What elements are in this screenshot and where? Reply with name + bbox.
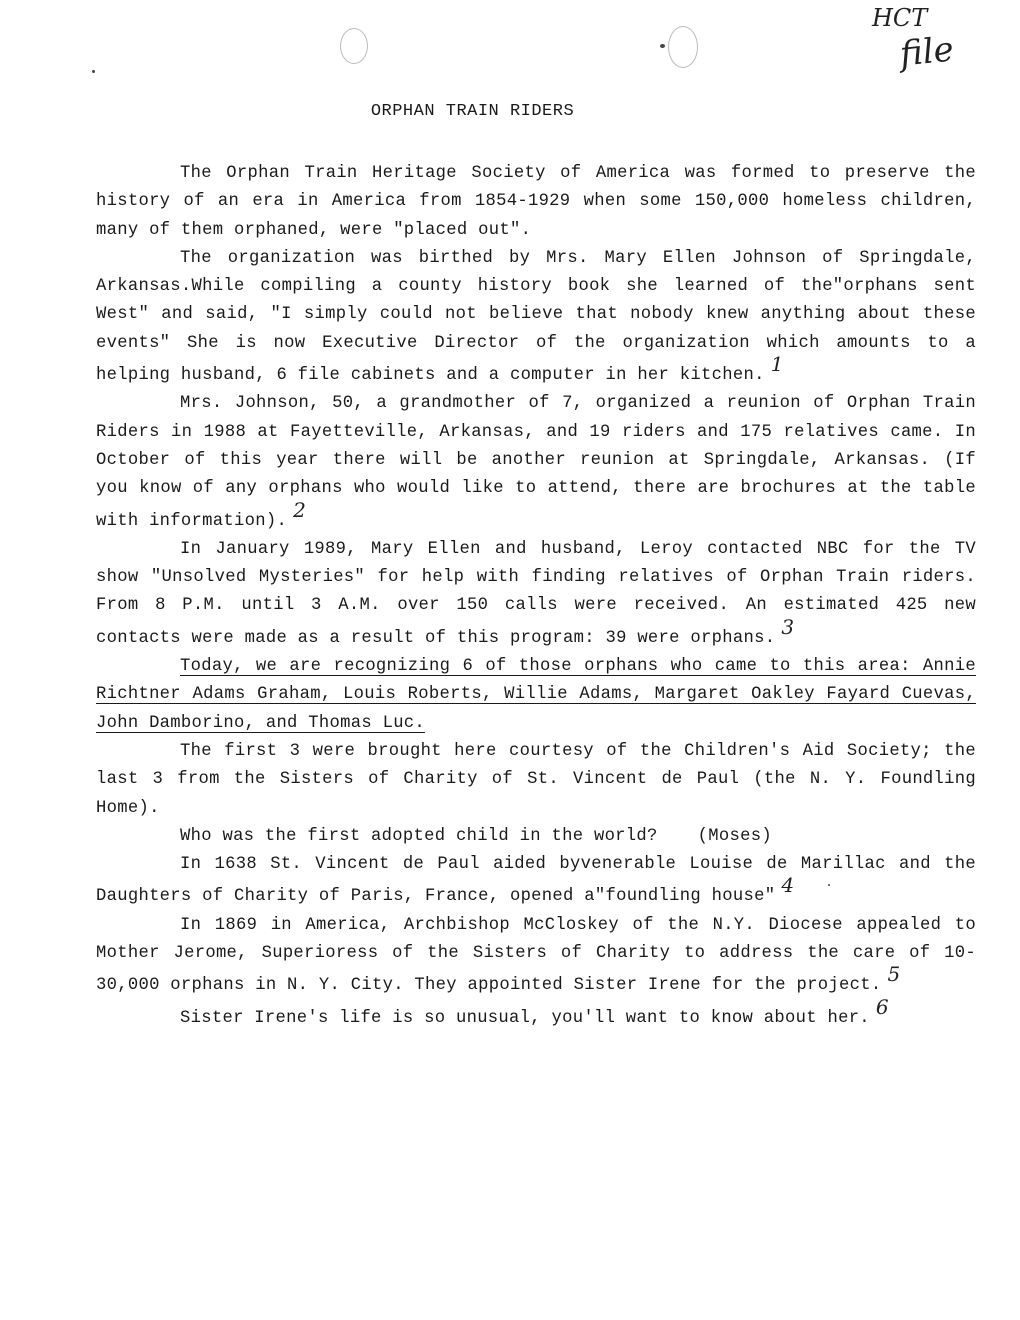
paragraph: [96, 536, 976, 653]
paragraph: [96, 160, 976, 245]
scan-speck: [92, 70, 95, 73]
handwritten-marker: 4: [781, 873, 795, 898]
scan-speck: [660, 44, 665, 48]
handwritten-marker: 2: [293, 497, 307, 522]
paragraph-text: The Orphan Train Heritage Society of America was formed to preserve the history of an era in America from 1854-1929 when some 150,000 homeless children, many of them orphaned, were "placed out".: [96, 164, 976, 240]
paragraph-text: In 1869 in America, Archbishop McCloskey of the N.Y. Diocese appealed to Mother Jerome, Superioress of the Sisters of Charity to address the care of 10-30,000 orphans in N. Y. City. They appointed Sister Irene for the project.: [96, 915, 976, 996]
paragraph-text: Sister Irene's life is so unusual, you'll want to know about her.: [180, 1008, 870, 1028]
paragraph: [96, 851, 976, 912]
handwritten-marker: 6: [875, 994, 889, 1019]
paragraph-text: Mrs. Johnson, 50, a grandmother of 7, organized a reunion of Orphan Train Riders in 1988 at Fayetteville, Arkansas, and 19 riders and 175 relatives came. In October of this year there will be another reunion at Springdale, Arkansas. (If you know of any orphans who would like to attend, there are brochures at the table with information).: [96, 394, 976, 531]
question-text: Who was the first adopted child in the world?: [180, 826, 658, 846]
paragraph: [96, 994, 976, 1033]
paragraph: [96, 245, 976, 390]
question-line: [96, 823, 976, 851]
paragraph: [96, 912, 976, 1001]
body-text: [96, 160, 976, 1033]
handwritten-note: HCT: [872, 4, 928, 32]
paragraph-text: In 1638 St. Vincent de Paul aided byvenerable Louise de Marillac and the Daughters of Charity of Paris, France, opened a"foundling house": [96, 855, 976, 907]
handwritten-note: file: [898, 29, 956, 75]
handwritten-marker: 3: [781, 614, 795, 639]
handwritten-marker: 5: [887, 962, 901, 987]
paragraph-text: The organization was birthed by Mrs. Mary Ellen Johnson of Springdale, Arkansas.While compiling a county history book she learned of the"orphans sent West" and said, "I simply could not believe that nobody knew anything about these events" She is now Executive Director of the organization which amounts to a helping husband, 6 file cabinets and a computer in her kitchen.: [96, 248, 976, 386]
paragraph: [96, 738, 976, 823]
scan-smudge: [340, 28, 368, 64]
paragraph-text: In January 1989, Mary Ellen and husband, Leroy contacted NBC for the TV show "Unsolved Mysteries" for help with finding relatives of Orphan Train riders. From 8 P.M. until 3 A.M. over 150 calls were received. An estimated 425 new contacts were made as a result of this program: 39 were orphans.: [96, 539, 976, 648]
paragraph-text: The first 3 were brought here courtesy of the Children's Aid Society; the last 3 from the Sisters of Charity of St. Vincent de Paul (the N. Y. Foundling Home).: [96, 741, 976, 818]
handwritten-marker: 1: [770, 352, 784, 377]
paragraph: [96, 390, 976, 535]
page-title: ORPHAN TRAIN RIDERS: [370, 102, 575, 121]
paragraph-underlined: [96, 653, 976, 738]
answer-text: (Moses): [697, 826, 772, 846]
paragraph-text: Today, we are recognizing 6 of those orphans who came to this area: Annie Richtner Adams Graham, Louis Roberts, Willie Adams, Margaret Oakley Fayard Cuevas, John Damborino, and Thomas Luc.: [96, 657, 976, 733]
scan-smudge: [668, 26, 698, 68]
